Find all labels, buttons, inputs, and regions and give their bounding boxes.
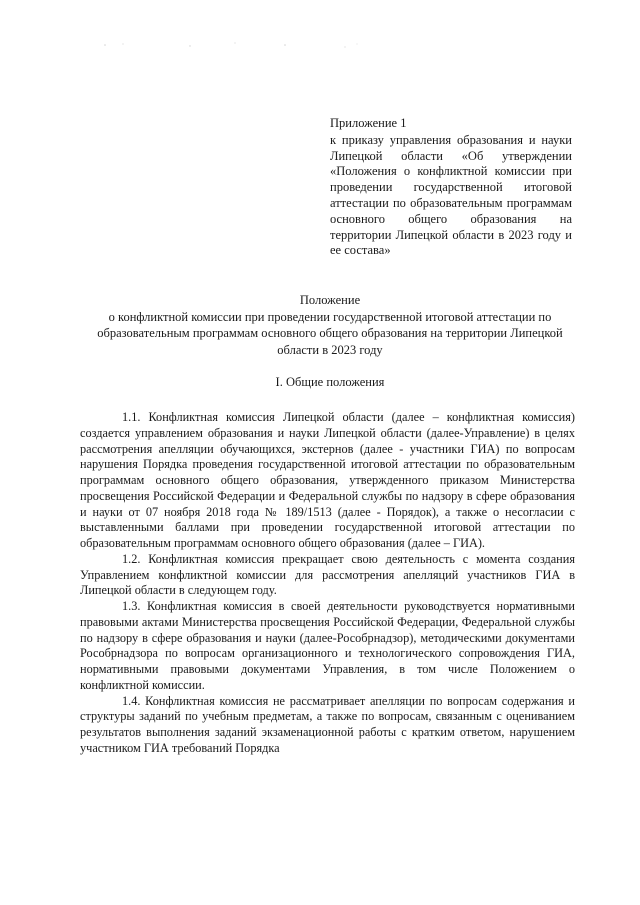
appendix-text: к приказу управления образования и науки Липецкой области «Об утверждении «Положения о конфликтной комиссии при проведении государственной итоговой аттестации по образовательным программам основного общего образования на территории Липецкой области в 2023 году и ее состава»: [330, 132, 572, 258]
paragraph-1-4: 1.4. Конфликтная комиссия не рассматривает апелляции по вопросам содержания и структуры заданий по учебным предметам, а также по вопросам, связанным с оцениванием результатов выполнения заданий экзаменационной работы с кратким ответом, нарушением участником ГИА требований Порядка: [80, 693, 575, 755]
paragraph-1-1: 1.1. Конфликтная комиссия Липецкой области (далее – конфликтная комиссия) создается управлением образования и науки Липецкой области (далее-Управление) в целях рассмотрения апелляции обучающихся, экстернов (далее - участники ГИА) по вопросам нарушения Порядка проведения государственной итоговой аттестации по образовательным программам основного общего образования, утвержденного приказом Министерства просвещения Российской Федерации и Федеральной службы по надзору в сфере образования и науки от 07 ноября 2018 года № 189/1513 (далее - Порядок), а также о несогласии с выставленными баллами при проведении государственной итоговой аттестации по образовательным программам основного общего образования (далее – ГИА).: [80, 410, 575, 550]
appendix-block: [330, 116, 572, 259]
document-title-block: [80, 292, 580, 358]
document-title: Положение: [299, 293, 361, 307]
appendix-heading: Приложение 1: [330, 116, 407, 130]
scan-artifact: [95, 38, 375, 52]
document-body: [80, 410, 575, 757]
paragraph-1-3: 1.3. Конфликтная комиссия в своей деятельности руководствуется нормативными правовыми актами Министерства просвещения Российской Федерации, Федеральной службы по надзору в сфере образования и науки (далее-Рособрнадзор), методическими документами Рособрнадзора по вопросам организационного и технологического сопровождения ГИА, нормативными правовыми документами Управления, в том числе Положением о конфликтной комиссии.: [80, 599, 575, 692]
document-subtitle: о конфликтной комиссии при проведении государственной итоговой аттестации по образовательным программам основного общего образования на территории Липецкой области в 2023 году: [97, 309, 563, 357]
section-title: I. Общие положения: [275, 375, 385, 389]
paragraph-1-2: 1.2. Конфликтная комиссия прекращает свою деятельность с момента создания Управлением конфликтной комиссии для рассмотрения апелляций участников ГИА в Липецкой области в следующем году.: [80, 551, 575, 598]
